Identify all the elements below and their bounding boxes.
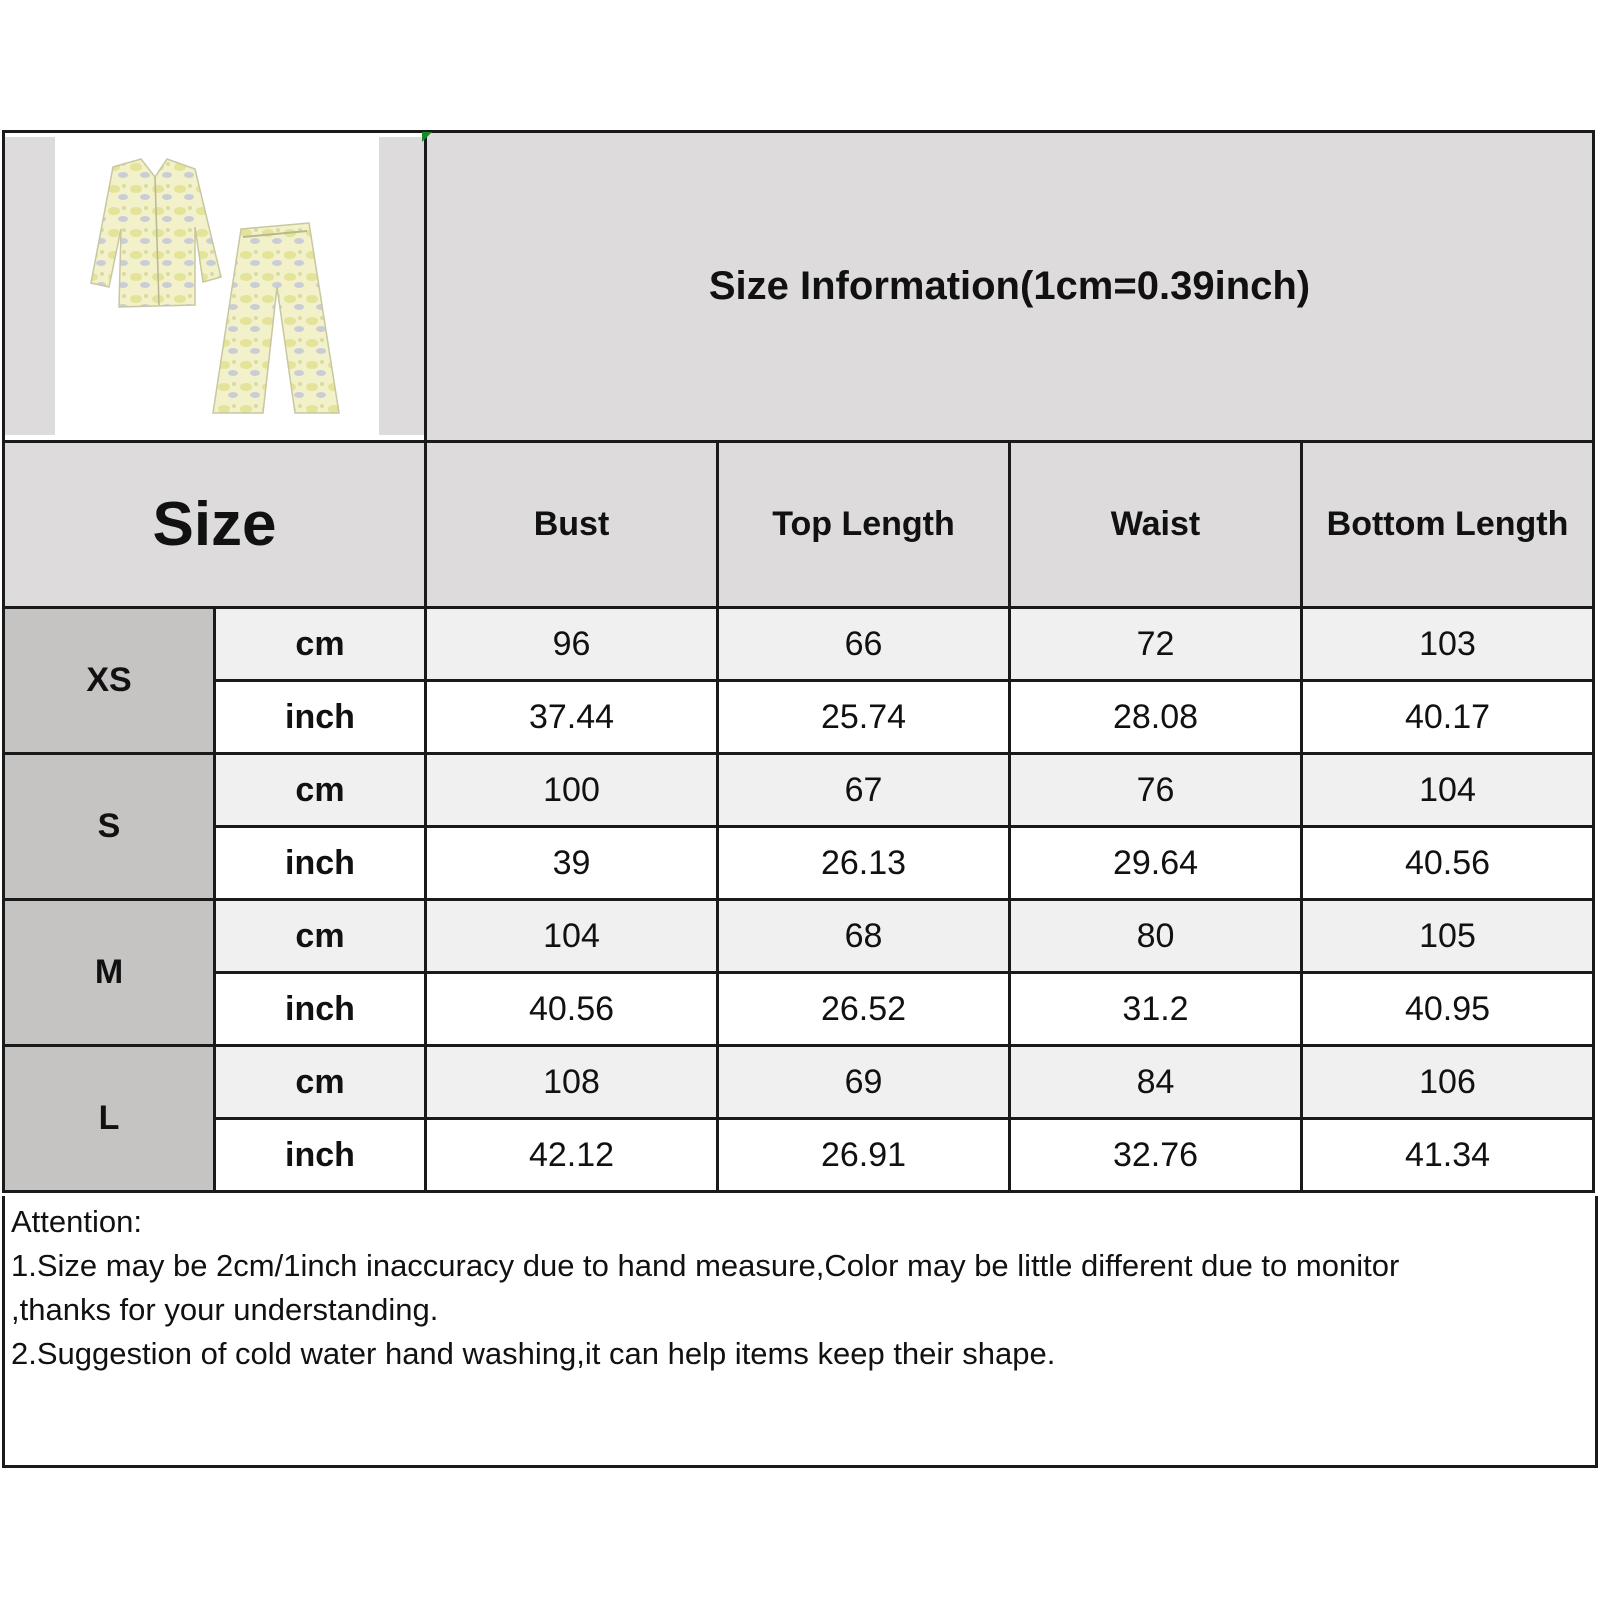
unit-label: inch [215, 827, 426, 900]
table-row [4, 1119, 1594, 1192]
value-cell: 26.52 [718, 973, 1010, 1046]
value-cell: 40.56 [426, 973, 718, 1046]
value-cell: 41.34 [1302, 1119, 1594, 1192]
value-cell: 42.12 [426, 1119, 718, 1192]
size-header: Size [4, 442, 426, 608]
value-cell: 32.76 [1010, 1119, 1302, 1192]
unit-label: cm [215, 900, 426, 973]
table-row [4, 608, 1594, 681]
value-cell: 103 [1302, 608, 1594, 681]
value-cell: 29.64 [1010, 827, 1302, 900]
value-cell: 26.13 [718, 827, 1010, 900]
value-cell: 100 [426, 754, 718, 827]
size-label-xs: XS [4, 608, 215, 754]
column-header-top-length: Top Length [718, 442, 1010, 608]
value-cell: 26.91 [718, 1119, 1010, 1192]
unit-label: cm [215, 1046, 426, 1119]
value-cell: 67 [718, 754, 1010, 827]
photo-margin-left [5, 137, 55, 435]
value-cell: 69 [718, 1046, 1010, 1119]
value-cell: 80 [1010, 900, 1302, 973]
notes-heading: Attention: [11, 1204, 142, 1239]
size-table [2, 130, 1595, 1193]
column-header-bust: Bust [426, 442, 718, 608]
table-row [4, 754, 1594, 827]
value-cell: 104 [1302, 754, 1594, 827]
value-cell: 96 [426, 608, 718, 681]
table-row [4, 827, 1594, 900]
column-header-bottom-length: Bottom Length [1302, 442, 1594, 608]
value-cell: 105 [1302, 900, 1594, 973]
value-cell: 25.74 [718, 681, 1010, 754]
chart-title: Size Information(1cm=0.39inch) [426, 132, 1594, 442]
table-row [4, 973, 1594, 1046]
note-line-2: ,thanks for your understanding. [11, 1292, 439, 1327]
value-cell: 37.44 [426, 681, 718, 754]
value-cell: 39 [426, 827, 718, 900]
size-label-l: L [4, 1046, 215, 1192]
note-line-3: 2.Suggestion of cold water hand washing,it can help items keep their shape. [11, 1336, 1056, 1371]
value-cell: 104 [426, 900, 718, 973]
corner-marker [422, 132, 432, 142]
value-cell: 108 [426, 1046, 718, 1119]
unit-label: inch [215, 973, 426, 1046]
note-line-1: 1.Size may be 2cm/1inch inaccuracy due to hand measure,Color may be little different due to monitor [11, 1248, 1400, 1283]
unit-label: inch [215, 1119, 426, 1192]
size-label-m: M [4, 900, 215, 1046]
table-row [4, 900, 1594, 973]
column-header-waist: Waist [1010, 442, 1302, 608]
value-cell: 68 [718, 900, 1010, 973]
product-image [63, 137, 379, 435]
attention-notes [2, 1196, 1598, 1468]
value-cell: 31.2 [1010, 973, 1302, 1046]
value-cell: 40.56 [1302, 827, 1594, 900]
value-cell: 84 [1010, 1046, 1302, 1119]
value-cell: 66 [718, 608, 1010, 681]
value-cell: 28.08 [1010, 681, 1302, 754]
value-cell: 72 [1010, 608, 1302, 681]
table-row [4, 681, 1594, 754]
photo-margin-right [374, 137, 424, 435]
value-cell: 106 [1302, 1046, 1594, 1119]
size-label-s: S [4, 754, 215, 900]
table-row [4, 1046, 1594, 1119]
value-cell: 40.95 [1302, 973, 1594, 1046]
product-photo-cell [4, 132, 426, 442]
unit-label: cm [215, 608, 426, 681]
value-cell: 76 [1010, 754, 1302, 827]
value-cell: 40.17 [1302, 681, 1594, 754]
unit-label: inch [215, 681, 426, 754]
unit-label: cm [215, 754, 426, 827]
